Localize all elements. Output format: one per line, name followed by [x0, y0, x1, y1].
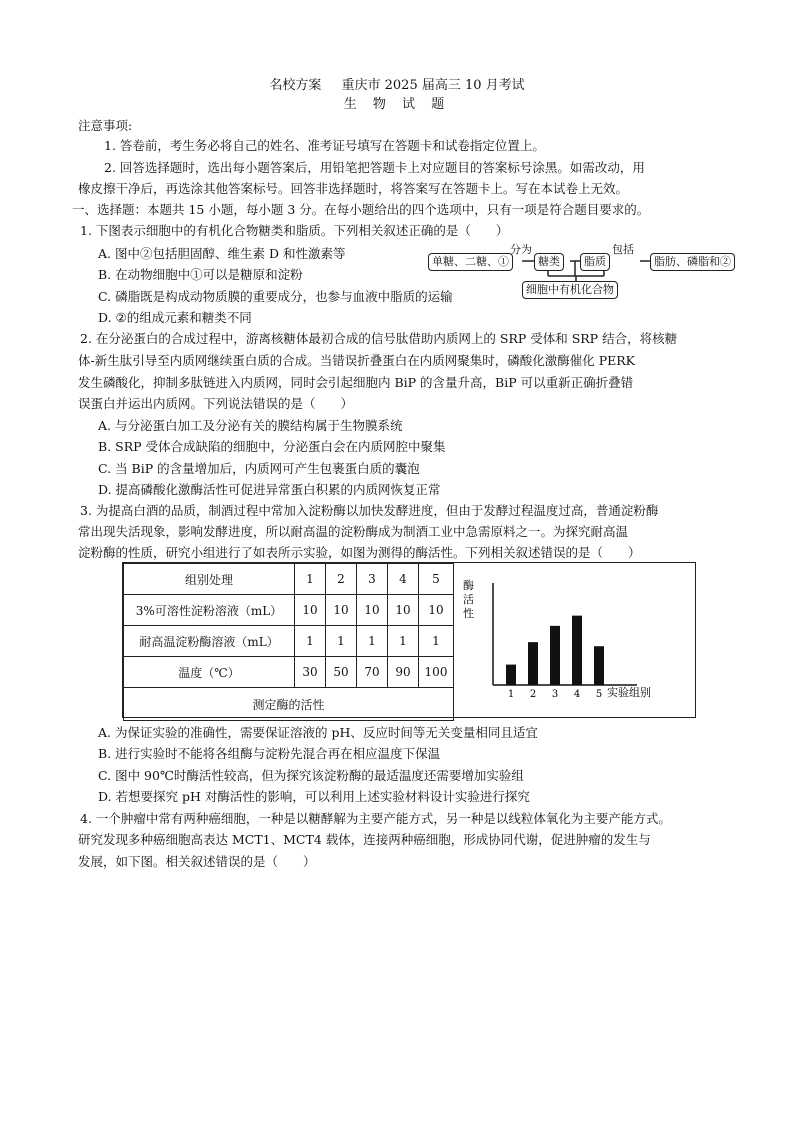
table-row	[124, 688, 454, 721]
q3-experiment-figure	[122, 562, 696, 718]
q2-stem-line-3: 发生磷酸化，抑制多肽链进入内质网，同时会引起细胞内 BiP 的含量升高，BiP 可以重新正确折叠错	[78, 375, 634, 390]
table-cell: 100	[419, 657, 454, 688]
q2-option-c: C. 当 BiP 的含量增加后，内质网可产生包裹蛋白质的囊泡	[98, 461, 420, 476]
table-cell: 2	[326, 564, 357, 595]
x-tick-label: 1	[507, 689, 515, 700]
table-cell: 90	[388, 657, 419, 688]
x-tick-label: 3	[551, 689, 559, 700]
notice-heading: 注意事项:	[78, 118, 133, 133]
enzyme-activity-chart	[449, 563, 695, 717]
row-label: 组别处理	[124, 564, 295, 595]
y-axis-label: 酶 活 性	[463, 579, 474, 620]
bar-group-4	[572, 616, 582, 685]
bars-group	[506, 616, 604, 700]
q1-option-d: D. ②的组成元素和糖类不同	[98, 310, 252, 325]
table-cell: 50	[326, 657, 357, 688]
subject-title: 生 物 试 题	[343, 97, 451, 112]
q3-stem-line-1: 3. 为提高白酒的品质，制酒过程中常加入淀粉酶以加快发酵进度，但由于发酵过程温度过高，普通淀粉酶	[80, 503, 659, 518]
table-cell: 5	[419, 564, 454, 595]
table-cell: 30	[295, 657, 326, 688]
table-cell: 4	[388, 564, 419, 595]
table-cell: 10	[357, 595, 388, 626]
row-label: 温度（℃）	[124, 657, 295, 688]
table-row	[124, 595, 454, 626]
table-cell: 1	[295, 564, 326, 595]
table-cell: 1	[326, 626, 357, 657]
table-cell: 10	[295, 595, 326, 626]
q2-stem-line-2: 体-新生肽引导至内质网继续蛋白质的合成。当错误折叠蛋白在内质网聚集时，磷酸化激酶催化 PERK	[78, 353, 635, 368]
row-label: 3%可溶性淀粉溶液（mL）	[124, 595, 295, 626]
q1-option-b: B. 在动物细胞中①可以是糖原和淀粉	[98, 267, 303, 282]
fen-wei-label: 分为	[510, 243, 532, 256]
notice-item-1: 1. 答卷前，考生务必将自己的姓名、准考证号填写在答题卡和试卷指定位置上。	[104, 138, 545, 153]
table-row	[124, 657, 454, 688]
notice-item-2-cont: 橡皮擦干净后，再选涂其他答案标号。回答非选择题时，将答案写在答题卡上。写在本试卷上无效。	[78, 181, 629, 196]
q3-option-b: B. 进行实验时不能将各组酶与淀粉先混合再在相应温度下保温	[98, 746, 441, 761]
exam-name: 重庆市 2025 届高三 10 月考试	[341, 78, 525, 93]
bar-group-2	[528, 642, 538, 685]
bar-group-3	[550, 626, 560, 685]
q3-stem-line-3: 淀粉酶的性质，研究小组进行了如表所示实验，如图为测得的酶活性。下列相关叙述错误的是（ ）	[78, 545, 641, 560]
table-cell: 1	[357, 626, 388, 657]
row-label: 耐高温淀粉酶溶液（mL）	[124, 626, 295, 657]
lipid-box: 脂质	[580, 253, 610, 271]
q4-stem-line-2: 研究发现多种癌细胞高表达 MCT1、MCT4 载体，连接两种癌细胞，形成协同代谢，促进肿瘤的发生与	[78, 832, 651, 847]
table-cell: 10	[326, 595, 357, 626]
bar-group-1	[506, 665, 516, 685]
section-heading: 一、选择题：本题共 15 小题，每小题 3 分。在每小题给出的四个选项中，只有一项是符合题目要求的。	[72, 202, 650, 217]
table-cell: 1	[419, 626, 454, 657]
organic-compound-box: 细胞中有机化合物	[522, 281, 618, 299]
chart-svg	[449, 563, 695, 717]
q1-stem: 1. 下图表示细胞中的有机化合物糖类和脂质。下列相关叙述正确的是（ ）	[80, 223, 509, 238]
q1-option-c: C. 磷脂既是构成动物质膜的重要成分，也参与血液中脂质的运输	[98, 289, 453, 304]
q4-stem-line-3: 发展，如下图。相关叙述错误的是（ ）	[78, 854, 316, 869]
q3-option-a: A. 为保证实验的准确性，需要保证溶液的 pH、反应时间等无关变量相同且适宜	[98, 725, 538, 740]
exam-title	[0, 77, 794, 95]
table-row	[124, 626, 454, 657]
q1-option-a: A. 图中②包括胆固醇、维生素 D 和性激素等	[98, 246, 346, 261]
sugar-types-box: 单糖、二糖、①	[428, 253, 513, 271]
q1-diagram	[428, 245, 748, 305]
q2-option-b: B. SRP 受体合成缺陷的细胞中，分泌蛋白会在内质网腔中聚集	[98, 439, 446, 454]
table-cell: 3	[357, 564, 388, 595]
q3-option-c: C. 图中 90℃时酶活性较高，但为探究该淀粉酶的最适温度还需要增加实验组	[98, 768, 524, 783]
q4-stem-line-1: 4. 一个肿瘤中常有两种癌细胞，一种是以糖酵解为主要产能方式，另一种是以线粒体氧化为主要产能方式。	[80, 811, 671, 826]
lipid-types-box: 脂肪、磷脂和②	[650, 253, 735, 271]
notice-item-2: 2. 回答选择题时，选出每小题答案后，用铅笔把答题卡上对应题目的答案标号涂黑。如需改动，用	[104, 160, 645, 175]
q3-stem-line-2: 常出现失活现象，影响发酵进度，所以耐高温的淀粉酶成为制酒工业中急需原料之一。为探究耐高温	[78, 524, 629, 539]
table-row	[124, 564, 454, 595]
table-cell: 10	[388, 595, 419, 626]
x-tick-label: 2	[529, 689, 537, 700]
q2-option-d: D. 提高磷酸化激酶活性可促进异常蛋白积累的内质网恢复正常	[98, 482, 441, 497]
sugar-box: 糖类	[534, 253, 564, 271]
table-cell: 1	[388, 626, 419, 657]
q3-experiment-table	[123, 563, 454, 721]
table-cell: 10	[419, 595, 454, 626]
q3-option-d: D. 若想要探究 pH 对酶活性的影响，可以利用上述实验材料设计实验进行探究	[98, 789, 530, 804]
x-tick-label: 4	[573, 689, 581, 700]
table-cell: 1	[295, 626, 326, 657]
q2-option-a: A. 与分泌蛋白加工及分泌有关的膜结构属于生物膜系统	[98, 418, 403, 433]
x-tick-label: 5	[595, 689, 603, 700]
school-name: 名校方案	[269, 78, 322, 93]
q2-stem-line-1: 2. 在分泌蛋白的合成过程中，游离核糖体最初合成的信号肽借助内质网上的 SRP 受体和 SRP 结合，将核糖	[80, 331, 678, 346]
measure-row: 测定酶的活性	[124, 688, 454, 721]
x-axis-label: 实验组别	[607, 686, 651, 699]
table-cell: 70	[357, 657, 388, 688]
bao-kuo-label: 包括	[612, 243, 634, 256]
bar-group-5	[594, 646, 604, 685]
q2-stem-line-4: 误蛋白并运出内质网。下列说法错误的是（ ）	[78, 396, 354, 411]
